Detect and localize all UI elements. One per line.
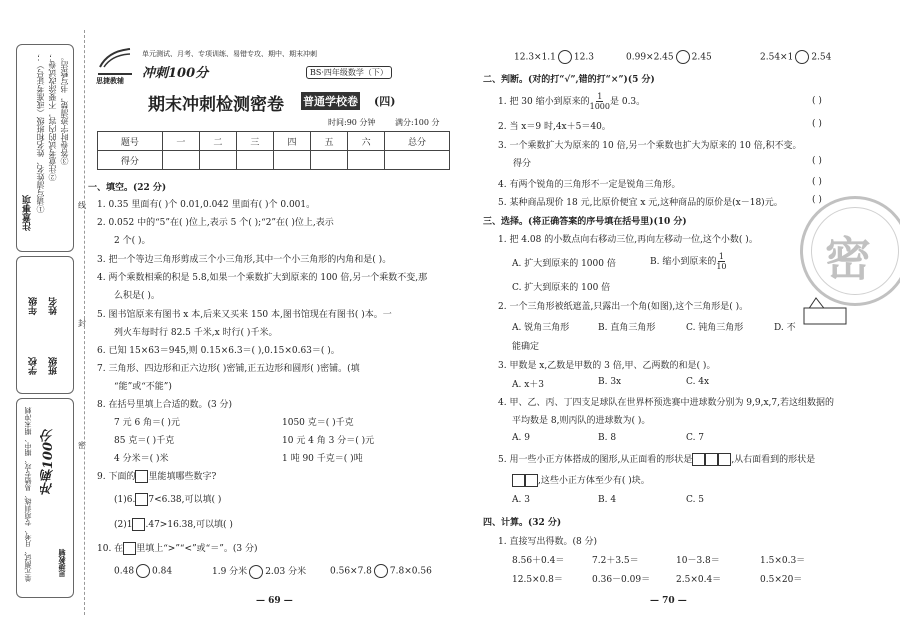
choice-3: 3. 甲数是 x,乙数是甲数的 3 倍,甲、乙两数的和是( )。 [498, 361, 716, 371]
judge-answer[interactable]: ( ) [812, 156, 822, 166]
calc-item: 8.56＋0.4＝ [512, 556, 565, 566]
judge-answer[interactable]: ( ) [812, 96, 822, 106]
compare-circle-icon[interactable] [136, 564, 150, 578]
strip-brand: 思捷教辅 [57, 549, 66, 577]
header-logo: 冲刺100分 [142, 66, 209, 81]
choice-4: 4. 甲、乙、丙、丁四支足球队在世界杯预选赛中进球数分别为 9,9,x,7,若这组数据的 [498, 398, 835, 408]
score-table [97, 131, 450, 170]
choice-2: 2. 一个三角形被纸遮盖,只露出一个角(如图),这个三角形是( )。 [498, 302, 749, 312]
grade-label: 年级 [29, 297, 39, 315]
judge-1-tail: 是 0.3。 [609, 97, 646, 107]
conversion-item: 4 分米＝( )米 [114, 454, 169, 464]
compare-left: 12.3×1.1 [514, 52, 556, 63]
blank-box-icon [132, 518, 145, 531]
class-label: 班级 [49, 357, 59, 375]
choice-5-lead: 5. 用一些小正方体搭成的图形,从正面看的形状是 [498, 455, 693, 465]
judge-1-lead: 1. 把 30 缩小到原来的 [498, 97, 590, 107]
judge-answer[interactable]: ( ) [812, 195, 822, 205]
compare-right: 2.03 分米 [265, 567, 307, 577]
score-header-cell: 题号 [98, 132, 163, 151]
conversion-item: 1050 克＝( )千克 [282, 418, 354, 428]
question-1: 1. 0.35 里面有( )个 0.01,0.042 里面有( )个 0.001。 [97, 200, 316, 210]
question-9-tail: 里能填哪些数字? [148, 472, 217, 482]
fraction-denominator: 10 [716, 262, 727, 271]
choice-option: C. 5 [686, 495, 705, 505]
question-5: 5. 图书馆原来有图书 x 本,后来又买来 150 本,图书馆现在有图书( )本。一 [97, 310, 392, 320]
compare-left: 1.9 分米 [212, 567, 248, 577]
q9-1-lead: (1)6. [114, 495, 136, 505]
compare-item [514, 50, 594, 64]
seal-char-line: 线 [78, 201, 86, 210]
compare-right: 7.8×0.56 [389, 566, 432, 577]
compare-circle-icon[interactable] [249, 565, 263, 579]
choice-1: 1. 把 4.08 的小数点向右移动三位,再向左移动一位,这个小数( )。 [498, 235, 758, 245]
brand-panel [16, 398, 74, 598]
judge-3: 3. 一个乘数扩大为原来的 10 倍,另一个乘数也扩大为原来的 10 倍,积不变。 [498, 141, 802, 151]
question-10 [97, 541, 258, 555]
question-6: 6. 已知 15×63＝945,则 0.15×6.3＝( ),0.15×0.63＝( )。 [97, 346, 340, 356]
score-cell[interactable] [162, 151, 199, 170]
judge-5: 5. 某种商品现价 18 元,比原价便宜 x 元,这种商品的原价是(x－18)元。 [498, 198, 783, 208]
score-header-cell: 三 [236, 132, 273, 151]
score-header-cell: 总分 [385, 132, 450, 151]
choice-option-cont: 能确定 [512, 342, 540, 352]
compare-circle-icon[interactable] [795, 50, 809, 64]
section-fill-in: 一、填空。(22 分) [88, 183, 167, 193]
judge-1 [498, 92, 645, 111]
score-label: 满分:100 分 [395, 118, 440, 127]
choice-option: C. 4x [686, 377, 710, 387]
choice-5 [498, 452, 815, 466]
student-info-panel [16, 256, 74, 394]
page-number-left: — 69 — [256, 596, 293, 606]
score-header-cell: 四 [273, 132, 310, 151]
question-5-cont: 列火车每时行 82.5 千米,x 时行( )千米。 [114, 328, 278, 338]
conversion-item: 10 元 4 角 3 分＝( )元 [282, 436, 375, 446]
calc-item: 12.5×0.8＝ [512, 575, 563, 585]
school-label: 学校 [29, 357, 39, 375]
cut-line [84, 30, 85, 615]
page-title: 期末冲刺检测密卷 [148, 95, 284, 115]
score-row-label: 得分 [98, 151, 163, 170]
question-3: 3. 把一个等边三角形剪成三个小三角形,其中一个小三角形的内角和是( )。 [97, 255, 392, 265]
score-cell[interactable] [236, 151, 273, 170]
q9-2-tail: .47>16.38,可以填( ) [145, 520, 233, 530]
compare-circle-icon[interactable] [374, 564, 388, 578]
header-series: 单元测试、月考、专项训练、易错专攻、期中、期末冲刺 [142, 50, 317, 58]
blank-box-icon [123, 542, 136, 555]
seal-char: 密 [825, 232, 871, 286]
compare-circle-icon[interactable] [676, 50, 690, 64]
compare-item [760, 50, 831, 64]
fraction [716, 252, 726, 271]
compare-item [330, 564, 432, 578]
score-cell[interactable] [348, 151, 385, 170]
choice-option: B. 直角三角形 [598, 323, 656, 333]
q10-lead: 10. 在 [97, 544, 124, 554]
cube-view-icon [512, 474, 525, 487]
score-cell[interactable] [199, 151, 236, 170]
fraction-denominator: 1000 [589, 102, 610, 111]
calc-title: 1. 直接写出得数。(8 分) [498, 537, 598, 547]
school-type-box: 普通学校卷 [301, 92, 360, 110]
page-number-right: — 70 — [650, 596, 687, 606]
choice-option: D. 不 [774, 323, 796, 333]
compare-item [114, 564, 172, 578]
name-label: 姓名 [49, 297, 59, 315]
edition-tag: BS·四年级数学（下） [306, 66, 392, 79]
cube-view-icon [692, 453, 705, 466]
choice-option: B. 3x [598, 377, 622, 387]
judge-2: 2. 当 x＝9 时,4x＋5＝40。 [498, 122, 611, 132]
calc-item: 10－3.8＝ [676, 556, 720, 566]
notice-line: ③答卷时字迹清楚，书写整洁。 [60, 53, 69, 165]
score-cell[interactable] [385, 151, 450, 170]
judge-4: 4. 有两个锐角的三角形不一定是锐角三角形。 [498, 180, 681, 190]
fraction [590, 92, 610, 111]
calc-item: 2.5×0.4＝ [676, 575, 722, 585]
notice-line: ①请写清姓名、姓名和班级（或准考证号）； [36, 53, 45, 213]
question-4-cont: 么积是( )。 [114, 291, 160, 301]
compare-right: 0.84 [152, 566, 173, 577]
choice-option: A. x＋3 [512, 380, 545, 390]
score-table-header [98, 132, 450, 151]
notice-line: ②注意考试的内容，不要涂改试卷； [48, 53, 57, 181]
score-header-cell: 六 [348, 132, 385, 151]
blank-box-icon [135, 470, 148, 483]
compare-right: 12.3 [573, 52, 594, 63]
choice-option: B. 8 [598, 433, 617, 443]
question-7: 7. 三角形、四边形和正六边形( )密铺,正五边形和圆形( )密铺。(填 [97, 364, 360, 374]
choice-option: C. 7 [686, 433, 705, 443]
blank-box-icon [135, 493, 148, 506]
q10-tail: 里填上“>”“<”或“＝”。(3 分) [136, 544, 258, 554]
choice-option: C. 钝角三角形 [686, 323, 744, 333]
score-header-cell: 二 [199, 132, 236, 151]
conversion-item: 85 克＝( )千克 [114, 436, 175, 446]
section-judge: 二、判断。(对的打“√”,错的打“×”)(5 分) [483, 75, 655, 85]
score-cell[interactable] [311, 151, 348, 170]
choice-5-mid: ,从右面看到的形状是 [731, 455, 816, 465]
choice-option-text: B. 缩小到原来的 [650, 257, 717, 267]
choice-option: A. 3 [512, 495, 530, 505]
notice-title: 注意事项 [23, 195, 33, 231]
cube-view-icon [705, 453, 718, 466]
question-9 [97, 469, 216, 483]
exam-number: (四) [374, 95, 396, 108]
section-choice: 三、选择。(将正确答案的序号填在括号里)(10 分) [483, 217, 687, 227]
confidential-seal-icon [800, 196, 900, 306]
choice-option: B. 4 [598, 495, 617, 505]
section-calc: 四、计算。(32 分) [483, 518, 562, 528]
question-7-cont: “能”或“不能”) [114, 382, 172, 392]
question-9-part-1 [114, 492, 221, 506]
conversion-item: 1 吨 90 千克＝( )吨 [282, 454, 363, 464]
compare-right: 2.54 [811, 52, 832, 63]
fraction-numerator: 1 [718, 252, 724, 261]
calc-item: 1.5×0.3＝ [760, 556, 806, 566]
strip-series: 单元测试、月考、专项训练、易错专攻、期中、期末冲刺 [24, 407, 32, 582]
question-8: 8. 在括号里填上合适的数。(3 分) [97, 400, 233, 410]
score-header-cell: 一 [162, 132, 199, 151]
choice-5-cont [512, 473, 650, 487]
judge-answer[interactable]: ( ) [812, 177, 822, 187]
calc-item: 7.2＋3.5＝ [592, 556, 639, 566]
header-brand: 思捷教辅 [96, 76, 124, 85]
question-9-part-2 [114, 517, 233, 531]
compare-left: 0.56×7.8 [330, 566, 372, 577]
choice-option [650, 252, 727, 271]
compare-circle-icon[interactable] [558, 50, 572, 64]
choice-5-tail: ,这些小正方体至少有( )块。 [538, 476, 650, 486]
choice-option: A. 9 [512, 433, 530, 443]
calc-item: 0.36－0.09＝ [592, 575, 651, 585]
question-4: 4. 两个乘数相乘的积是 5.8,如果一个乘数扩大到原来的 100 倍,另一个乘数不变,那 [97, 273, 428, 283]
q9-2-lead: (2)1 [114, 520, 133, 530]
question-9-lead: 9. 下面的 [97, 472, 136, 482]
header-logo-mark [98, 47, 132, 75]
choice-option: A. 锐角三角形 [512, 323, 570, 333]
compare-left: 2.54×1 [760, 52, 794, 63]
judge-3-cont: 得分 [513, 159, 532, 169]
score-table-row [98, 151, 450, 170]
score-cell[interactable] [273, 151, 310, 170]
seal-char-feng: 封 [78, 319, 86, 328]
question-2-cont: 2 个( )。 [114, 236, 151, 246]
judge-answer[interactable]: ( ) [812, 119, 822, 129]
fraction-numerator: 1 [597, 92, 603, 101]
compare-left: 0.48 [114, 566, 135, 577]
conversion-item: 7 元 6 角＝( )元 [114, 418, 180, 428]
compare-item [212, 564, 306, 579]
time-label: 时间:90 分钟 [328, 118, 376, 127]
score-header-cell: 五 [311, 132, 348, 151]
compare-left: 0.99×2.45 [626, 52, 674, 63]
q9-1-tail: 7<6.38,可以填( ) [148, 495, 222, 505]
choice-option: C. 扩大到原来的 100 倍 [512, 283, 611, 293]
seal-char-mi: 密 [78, 441, 86, 450]
notice-panel [16, 44, 74, 252]
strip-logo: 冲刺100分 [41, 429, 56, 496]
cube-view-icon [525, 474, 538, 487]
choice-option: A. 扩大到原来的 1000 倍 [512, 259, 616, 269]
choice-4-cont: 平均数是 8,则丙队的进球数为( )。 [512, 416, 651, 426]
calc-item: 0.5×20＝ [760, 575, 803, 585]
cube-view-icon [718, 453, 731, 466]
compare-right: 2.45 [691, 52, 712, 63]
compare-item [626, 50, 712, 64]
question-2: 2. 0.052 中的“5”在( )位上,表示 5 个( );“2”在( )位上,表示 [97, 218, 334, 228]
